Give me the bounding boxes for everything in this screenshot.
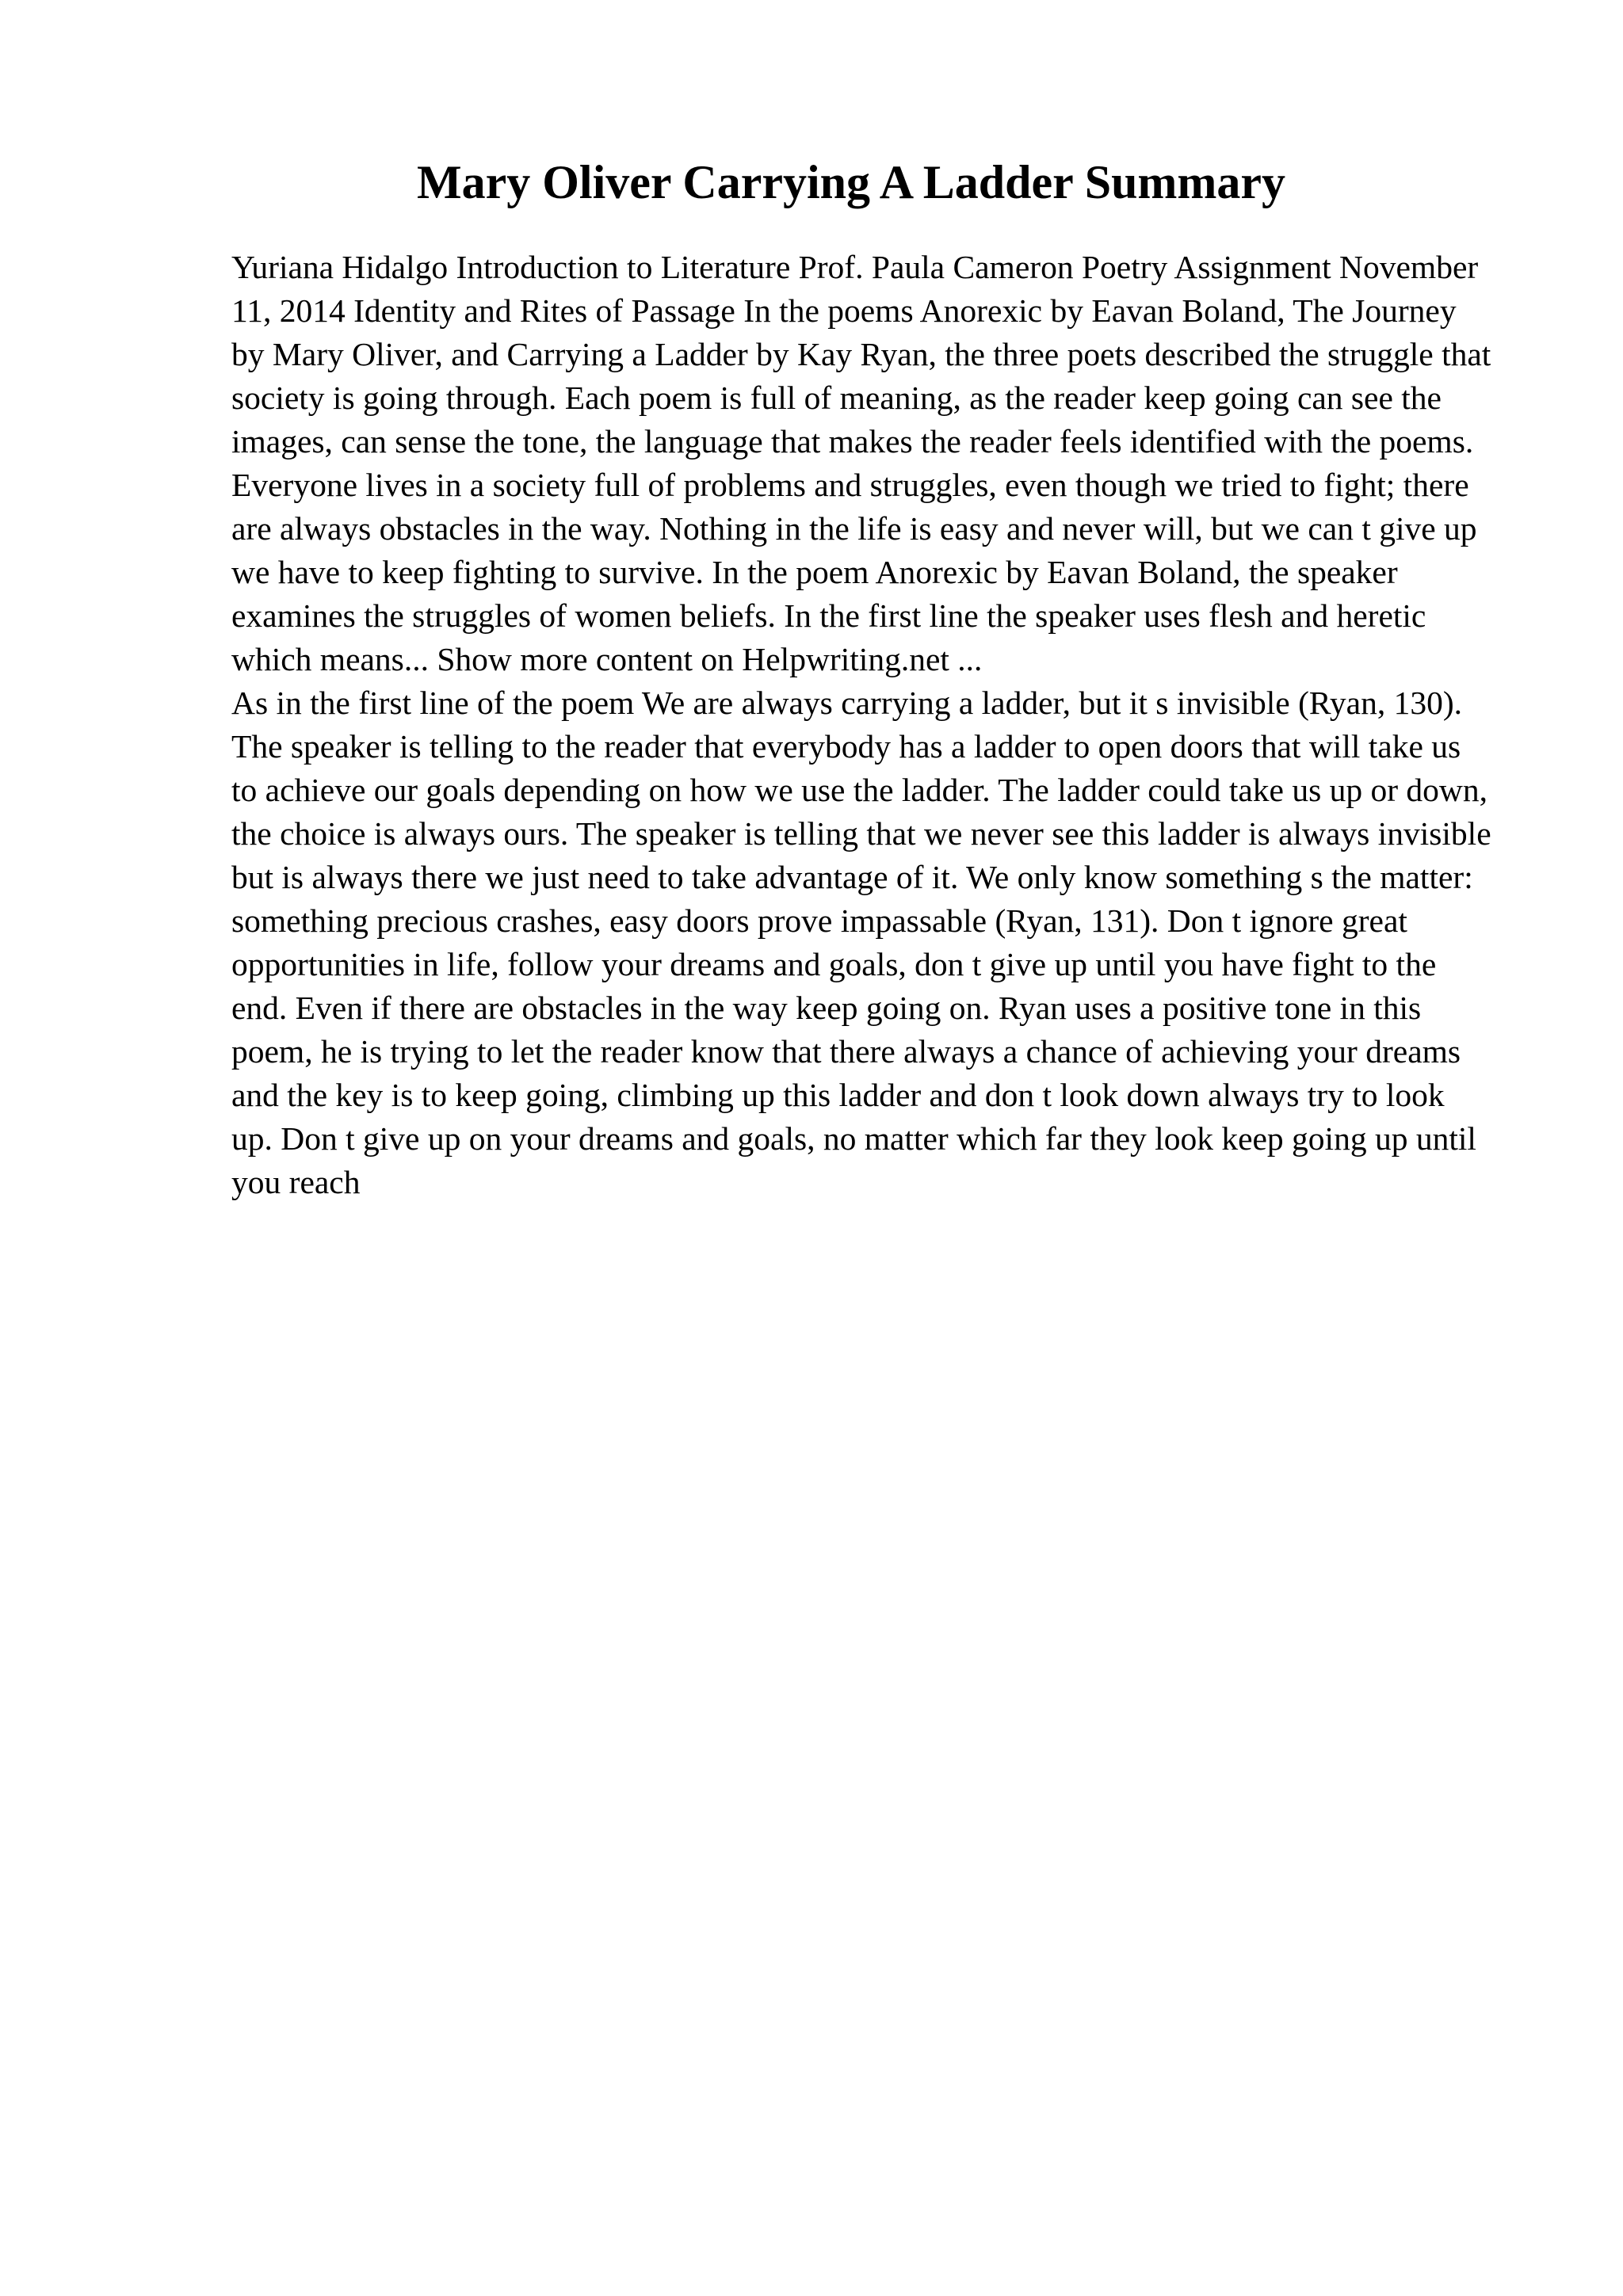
document-body [231, 246, 1491, 1204]
paragraph-ladder: As in the first line of the poem We are always carrying a ladder, but it s invisible (Ryan, 130). The speaker is telling to the reader that everybody has a ladder to open doors that will take us to achieve our goals depending on how we use the ladder. The ladder could take us up or down, the choice is always ours. The speaker is telling that we never see this ladder is always invisible but is always there we just need to take advantage of it. We only know something s the matter: something precious crashes, easy doors prove impassable (Ryan, 131). Don t ignore great opportunities in life, follow your dreams and goals, don t give up until you have fight to the end. Even if there are obstacles in the way keep going on. Ryan uses a positive tone in this poem, he is trying to let the reader know that there always a chance of achieving your dreams and the key is to keep going, climbing up this ladder and don t look down always try to look up. Don t give up on your dreams and goals, no matter which far they look keep going up until you reach [231, 685, 1491, 1200]
paragraph-intro: Yuriana Hidalgo Introduction to Literature Prof. Paula Cameron Poetry Assignment November 11, 2014 Identity and Rites of Passage In the poems Anorexic by Eavan Boland, The Journey by Mary Oliver, and Carrying a Ladder by Kay Ryan, the three poets described the struggle that society is going through. Each poem is full of meaning, as the reader keep going can see the images, can sense the tone, the language that makes the reader feels identified with the poems. Everyone lives in a society full of problems and struggles, even though we tried to fight; there are always obstacles in the way. Nothing in the life is easy and never will, but we can t give up we have to keep fighting to survive. In the poem Anorexic by Eavan Boland, the speaker examines the struggles of women beliefs. In the first line the speaker uses flesh and heretic which means... Show more content on Helpwriting.net ... [231, 249, 1491, 677]
document-title: Mary Oliver Carrying A Ladder Summary [416, 156, 1286, 208]
